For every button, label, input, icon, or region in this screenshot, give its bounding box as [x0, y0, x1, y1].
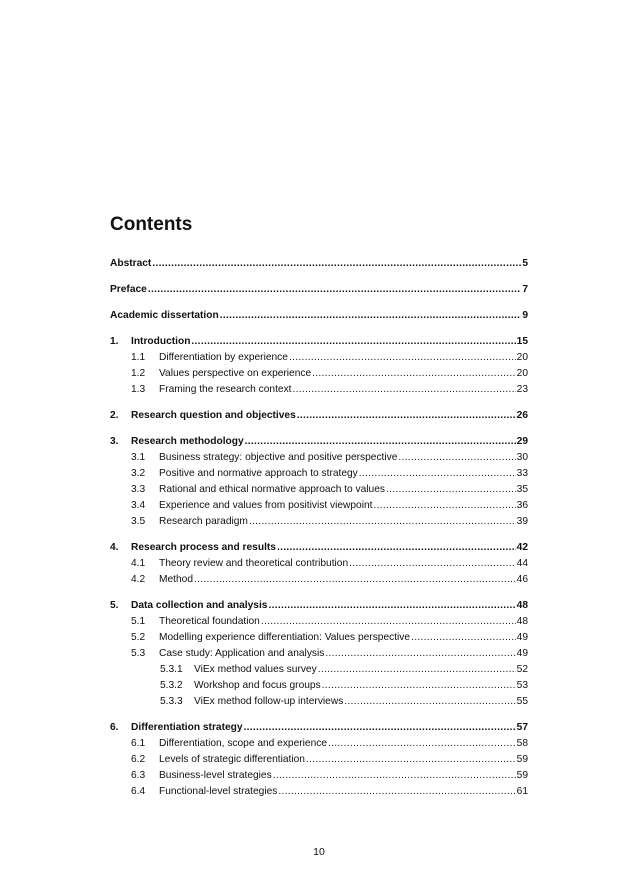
toc-entry-title: ViEx method values survey — [194, 664, 317, 675]
toc-entry-page: 35 — [516, 484, 528, 495]
toc-entry-number: 6.2 — [131, 754, 146, 765]
toc-entry-page: 49 — [516, 632, 528, 643]
toc-entry-number: 5.3.3 — [160, 696, 183, 707]
toc-entry-title: Experience and values from positivist viewpoint — [159, 500, 373, 511]
toc-entry-section-6-3[interactable] — [110, 768, 528, 784]
toc-entry-chapter-5[interactable] — [110, 598, 528, 614]
toc-entry-page: 52 — [516, 664, 528, 675]
dot-leader — [325, 646, 515, 662]
dot-leader — [289, 350, 516, 366]
toc-entry-number: 1. — [110, 336, 119, 347]
dot-leader — [244, 720, 516, 736]
dot-leader — [297, 408, 516, 424]
toc-entry-title: Research process and results — [131, 542, 276, 553]
toc-entry-title: ViEx method follow-up interviews — [194, 696, 344, 707]
toc-entry-title: Research paradigm — [159, 516, 248, 527]
dot-leader — [268, 598, 515, 614]
toc-entry-number: 6.3 — [131, 770, 146, 781]
toc-entry-title: Framing the research context — [159, 384, 292, 395]
toc-entry-title: Values perspective on experience — [159, 368, 312, 379]
dot-leader — [398, 450, 515, 466]
toc-entry-section-5-3-2[interactable] — [110, 678, 528, 694]
toc-entry-section-5-2[interactable] — [110, 630, 528, 646]
toc-entry-title: Business strategy: objective and positive perspective — [159, 452, 398, 463]
dot-leader — [373, 498, 515, 514]
toc-entry-number: 5. — [110, 600, 119, 611]
dot-leader — [328, 736, 516, 752]
toc-entry-number: 5.3.1 — [160, 664, 183, 675]
dot-leader — [411, 630, 516, 646]
toc-entry-number: 3. — [110, 436, 119, 447]
dot-leader — [273, 768, 516, 784]
toc-entry-title: Workshop and focus groups — [194, 680, 321, 691]
toc-entry-page: 53 — [516, 680, 528, 691]
toc-entry-page: 20 — [516, 352, 528, 363]
dot-leader — [191, 334, 515, 350]
toc-entry-number: 1.2 — [131, 368, 146, 379]
toc-entry-page: 55 — [516, 696, 528, 707]
toc-entry-number: 3.4 — [131, 500, 146, 511]
toc-entry-chapter-4[interactable] — [110, 540, 528, 556]
toc-entry-page: 26 — [516, 410, 528, 421]
toc-entry-number: 5.1 — [131, 616, 146, 627]
toc-entry-number: 6.4 — [131, 786, 146, 797]
toc-entry-section-6-4[interactable] — [110, 784, 528, 800]
toc-entry-title: Differentiation, scope and experience — [159, 738, 328, 749]
dot-leader — [194, 572, 516, 588]
toc-entry-title: Positive and normative approach to strategy — [159, 468, 358, 479]
toc-entry-section-3-1[interactable] — [110, 450, 528, 466]
toc-entry-title: Business-level strategies — [159, 770, 272, 781]
toc-entry-page: 59 — [516, 754, 528, 765]
toc-entry-page: 7 — [522, 284, 528, 295]
toc-entry-chapter-1[interactable] — [110, 334, 528, 350]
toc-entry-chapter-6[interactable] — [110, 720, 528, 736]
toc-entry-title: Theory review and theoretical contribution — [159, 558, 349, 569]
dot-leader — [278, 784, 515, 800]
toc-entry-section-3-4[interactable] — [110, 498, 528, 514]
toc-entry-number: 6. — [110, 722, 119, 733]
toc-entry-title: Rational and ethical normative approach to values — [159, 484, 385, 495]
toc-entry-section-1-1[interactable] — [110, 350, 528, 366]
toc-entry-title: Theoretical foundation — [159, 616, 260, 627]
page-title: Contents — [110, 214, 193, 235]
toc-entry-number: 5.2 — [131, 632, 146, 643]
toc-entry-page: 57 — [516, 722, 528, 733]
toc-entry-page: 23 — [516, 384, 528, 395]
toc-entry-title: Research question and objectives — [131, 410, 296, 421]
dot-leader — [245, 434, 516, 450]
dot-leader — [148, 282, 522, 298]
toc-entry-page: 36 — [516, 500, 528, 511]
toc-entry-title: Introduction — [131, 336, 191, 347]
dot-leader — [312, 366, 516, 382]
toc-entry-title: Data collection and analysis — [131, 600, 268, 611]
page-number: 10 — [313, 846, 325, 858]
toc-entry-page: 30 — [516, 452, 528, 463]
toc-entry-page: 48 — [516, 616, 528, 627]
toc-entry-section-4-1[interactable] — [110, 556, 528, 572]
toc-entry-title: Research methodology — [131, 436, 244, 447]
toc-entry-page: 9 — [522, 310, 528, 321]
toc-entry-page: 58 — [516, 738, 528, 749]
toc-entry-title: Preface — [110, 284, 147, 295]
toc-entry-section-4-2[interactable] — [110, 572, 528, 588]
toc-entry-title: Functional-level strategies — [159, 786, 278, 797]
toc-entry-number: 1.3 — [131, 384, 146, 395]
toc-entry-section-1-2[interactable] — [110, 366, 528, 382]
toc-entry-number: 2. — [110, 410, 119, 421]
toc-entry-title: Differentiation by experience — [159, 352, 288, 363]
toc-entry-number: 3.2 — [131, 468, 146, 479]
toc-entry-number: 3.5 — [131, 516, 146, 527]
dot-leader — [152, 256, 521, 272]
toc-entry-number: 5.3 — [131, 648, 146, 659]
dot-leader — [293, 382, 516, 398]
toc-entry-page: 29 — [516, 436, 528, 447]
toc-entry-abstract[interactable] — [110, 256, 528, 272]
toc-entry-title: Modelling experience differentiation: Values perspective — [159, 632, 411, 643]
table-of-contents — [110, 256, 528, 800]
toc-entry-page: 59 — [516, 770, 528, 781]
toc-entry-section-3-3[interactable] — [110, 482, 528, 498]
toc-entry-section-5-3-3[interactable] — [110, 694, 528, 710]
toc-entry-page: 61 — [516, 786, 528, 797]
toc-entry-chapter-3[interactable] — [110, 434, 528, 450]
dot-leader — [359, 466, 516, 482]
toc-entry-section-6-2[interactable] — [110, 752, 528, 768]
toc-entry-section-3-2[interactable] — [110, 466, 528, 482]
toc-entry-section-6-1[interactable] — [110, 736, 528, 752]
toc-entry-number: 3.3 — [131, 484, 146, 495]
toc-entry-section-5-3[interactable] — [110, 646, 528, 662]
toc-entry-title: Method — [159, 574, 193, 585]
toc-entry-title: Academic dissertation — [110, 310, 219, 321]
dot-leader — [318, 662, 516, 678]
toc-entry-preface[interactable] — [110, 282, 528, 298]
toc-entry-number: 4.1 — [131, 558, 146, 569]
toc-entry-title: Differentiation strategy — [131, 722, 243, 733]
dot-leader — [220, 308, 522, 324]
toc-entry-section-3-5[interactable] — [110, 514, 528, 530]
dot-leader — [249, 514, 516, 530]
toc-entry-page: 39 — [516, 516, 528, 527]
toc-entry-number: 4.2 — [131, 574, 146, 585]
dot-leader — [261, 614, 516, 630]
toc-entry-title: Abstract — [110, 258, 152, 269]
toc-entry-section-1-3[interactable] — [110, 382, 528, 398]
toc-entry-page: 15 — [516, 336, 528, 347]
toc-entry-section-5-3-1[interactable] — [110, 662, 528, 678]
toc-entry-number: 4. — [110, 542, 119, 553]
toc-entry-page: 5 — [522, 258, 528, 269]
toc-entry-number: 1.1 — [131, 352, 146, 363]
toc-entry-title: Levels of strategic differentiation — [159, 754, 305, 765]
toc-entry-page: 48 — [516, 600, 528, 611]
dot-leader — [344, 694, 515, 710]
toc-entry-page: 44 — [516, 558, 528, 569]
dot-leader — [306, 752, 516, 768]
toc-entry-number: 3.1 — [131, 452, 146, 463]
toc-entry-number: 5.3.2 — [160, 680, 183, 691]
toc-entry-title: Case study: Application and analysis — [159, 648, 325, 659]
toc-entry-number: 6.1 — [131, 738, 146, 749]
toc-entry-chapter-2[interactable] — [110, 408, 528, 424]
toc-entry-page: 20 — [516, 368, 528, 379]
toc-entry-page: 33 — [516, 468, 528, 479]
dot-leader — [386, 482, 516, 498]
toc-entry-section-5-1[interactable] — [110, 614, 528, 630]
dot-leader — [277, 540, 516, 556]
toc-entry-page: 46 — [516, 574, 528, 585]
toc-entry-page: 42 — [516, 542, 528, 553]
dot-leader — [322, 678, 516, 694]
dot-leader — [349, 556, 516, 572]
toc-entry-academic-dissertation[interactable] — [110, 308, 528, 324]
toc-entry-page: 49 — [516, 648, 528, 659]
